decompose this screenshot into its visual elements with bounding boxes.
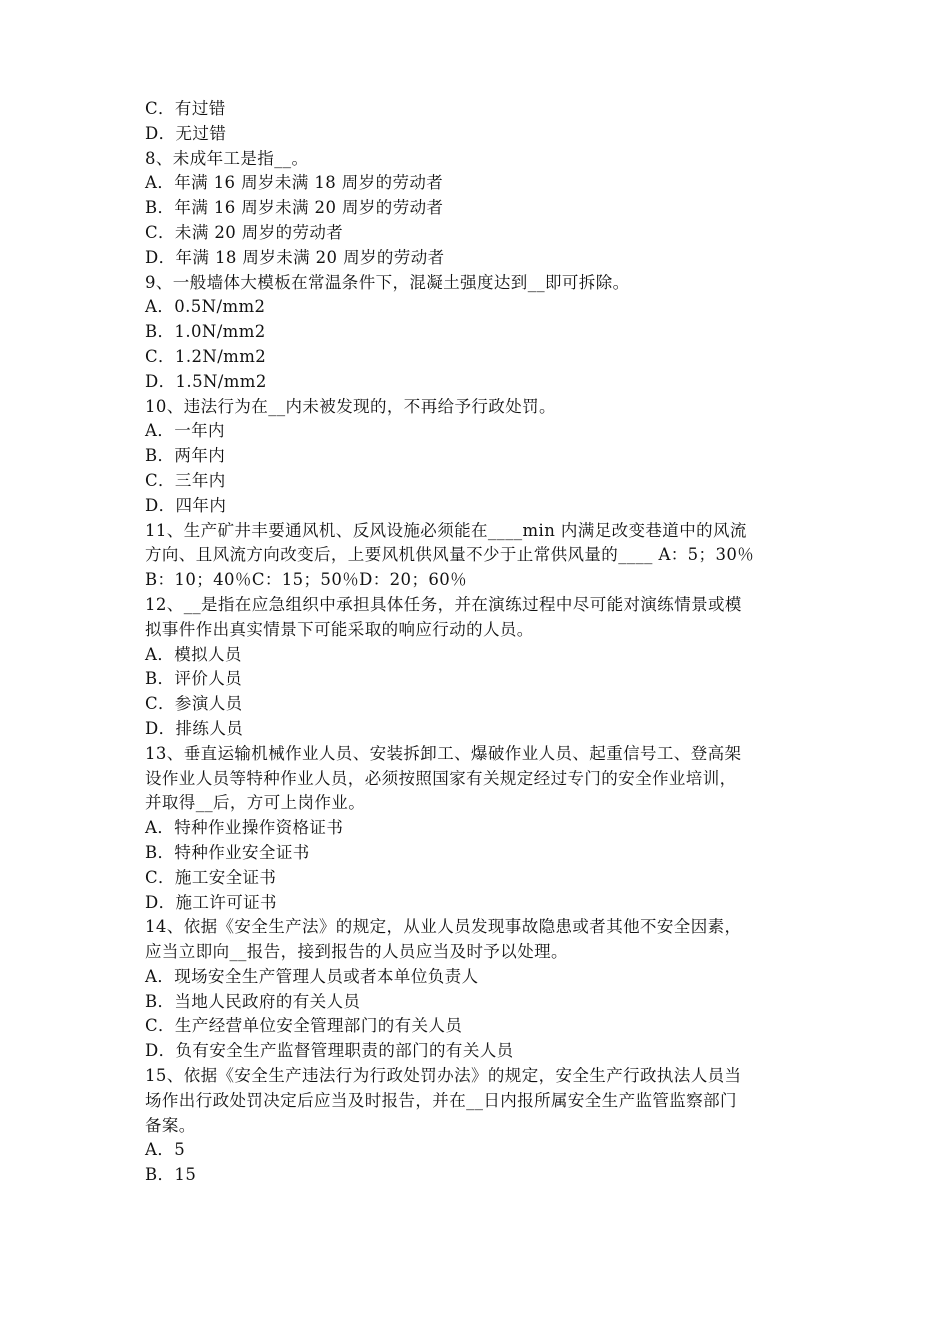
option-text: D．施工许可证书: [145, 892, 277, 912]
question-text: 14、依据《安全生产法》的规定，从业人员发现事故隐患或者其他不安全因素，: [145, 917, 742, 937]
question-text: 9、一般墙体大模板在常温条件下，混凝土强度达到__即可拆除。: [145, 272, 630, 292]
question-text: 应当立即向__报告，接到报告的人员应当及时予以处理。: [145, 942, 568, 962]
option-text: B．评价人员: [145, 669, 243, 689]
option-text: A．模拟人员: [145, 644, 242, 664]
option-text: B．1.0N/mm2: [145, 322, 266, 342]
option-text: C．三年内: [145, 470, 226, 490]
question-text: 12、__是指在应急组织中承担具体任务，并在演练过程中尽可能对演练情景或模: [145, 594, 742, 614]
question-text: 11、生产矿井丰要通风机、反风设施必须能在____min 内满足改变巷道中的风流: [145, 520, 747, 540]
option-text: A．5: [145, 1140, 186, 1160]
question-text: 10、违法行为在__内未被发现的，不再给予行政处罚。: [145, 396, 556, 416]
option-text: A．一年内: [145, 421, 225, 441]
text-line: C．有过错: [145, 99, 226, 118]
option-text: D．排练人员: [145, 718, 244, 738]
option-text: C．未满 20 周岁的劳动者: [145, 222, 344, 242]
question-text: 场作出行政处罚决定后应当及时报告，并在__日内报所属安全生产监管监察部门: [145, 1090, 737, 1110]
option-text: D．1.5N/mm2: [145, 371, 267, 391]
option-text: B．两年内: [145, 446, 226, 466]
question-text: 13、垂直运输机械作业人员、安装拆卸工、爆破作业人员、起重信号工、登高架: [145, 743, 742, 763]
question-text: 设作业人员等特种作业人员，必须按照国家有关规定经过专门的安全作业培训，: [145, 768, 737, 788]
option-text: B．特种作业安全证书: [145, 842, 310, 862]
question-text: 拟事件作出真实情景下可能采取的响应行动的人员。: [145, 619, 534, 639]
document-page: [145, 97, 815, 1188]
option-text: A．现场安全生产管理人员或者本单位负责人: [145, 966, 479, 986]
option-text: C．参演人员: [145, 694, 243, 714]
option-text: C．施工安全证书: [145, 867, 277, 887]
option-text: B．当地人民政府的有关人员: [145, 991, 361, 1011]
option-text: C．1.2N/mm2: [145, 346, 267, 366]
question-text: 8、未成年工是指__。: [145, 148, 309, 168]
question-text: 备案。: [145, 1115, 196, 1135]
question-text: 方向、且风流方向改变后，上要风机供风量不少于止常供风量的____ A：5；30％: [145, 545, 755, 565]
option-text: D．年满 18 周岁未满 20 周岁的劳动者: [145, 247, 445, 267]
text-line: D．无过错: [145, 123, 227, 143]
option-text: A．0.5N/mm2: [145, 297, 266, 317]
question-text: 15、依据《安全生产违法行为行政处罚办法》的规定，安全生产行政执法人员当: [145, 1066, 742, 1086]
option-text: D．负有安全生产监督管理职责的部门的有关人员: [145, 1041, 514, 1061]
question-text: 并取得__后，方可上岗作业。: [145, 793, 366, 813]
option-text: C．生产经营单位安全管理部门的有关人员: [145, 1016, 463, 1036]
option-text: A．年满 16 周岁未满 18 周岁的劳动者: [145, 173, 444, 193]
option-text: D．四年内: [145, 495, 227, 515]
option-text: B．15: [145, 1165, 197, 1185]
option-text: B．年满 16 周岁未满 20 周岁的劳动者: [145, 198, 444, 218]
option-text: A．特种作业操作资格证书: [145, 818, 344, 838]
option-text: B：10；40％C：15；50％D：20；60％: [145, 570, 468, 590]
